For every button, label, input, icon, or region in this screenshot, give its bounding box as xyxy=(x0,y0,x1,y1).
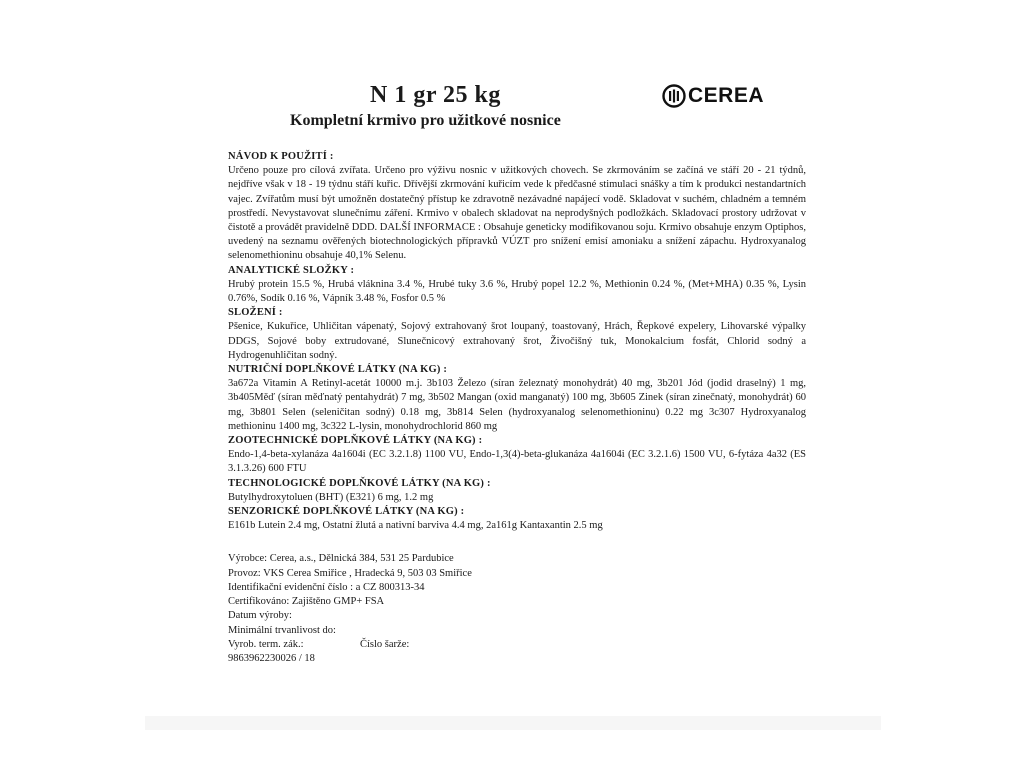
composition-section xyxy=(228,306,806,363)
section-text: Hrubý protein 15.5 %, Hrubá vláknina 3.4 %, Hrubé tuky 3.6 %, Hrubý popel 12.2 %, Methionin 0.24 %, (Met+MHA) 0.35 %, Lysin 0.76%, Sodík 0.16 %, Vápník 3.48 %, Fosfor 0.5 % xyxy=(228,278,806,305)
label-footer xyxy=(228,552,806,666)
batch-number-label: Číslo šarže: xyxy=(360,638,410,650)
manufacturer-line: Výrobce: Cerea, a.s., Dělnická 384, 531 25 Pardubice xyxy=(228,553,454,565)
nutritional-additives-section xyxy=(228,363,806,434)
section-heading: NÁVOD K POUŽITÍ : xyxy=(228,151,334,162)
usage-section xyxy=(228,150,806,264)
section-heading: SENZORICKÉ DOPLŇKOVÉ LÁTKY (NA KG) : xyxy=(228,506,465,518)
analytical-section xyxy=(228,264,806,307)
section-heading: NUTRIČNÍ DOPLŇKOVÉ LÁTKY (NA KG) : xyxy=(228,364,448,376)
batch-row xyxy=(228,638,806,652)
wheat-emblem-icon xyxy=(662,84,686,108)
product-title: N 1 gr 25 kg xyxy=(370,82,501,108)
section-text: Pšenice, Kukuřice, Uhličitan vápenatý, Sojový extrahovaný šrot loupaný, toastovaný, Hrách, Řepkové expelery, Lihovarské výpalky DDGS, Sojové boby extrudované, Slunečnicový extrahovaný šrot, Živočišný tuk, Monokalcium fosfát, Chlorid sodný a Hydrogenuhličitan sodný. xyxy=(228,321,806,361)
production-term-label: Vyrob. term. zák.: xyxy=(228,638,304,650)
section-heading: SLOŽENÍ : xyxy=(228,307,283,319)
brand-wordmark: CEREA xyxy=(688,84,765,107)
spacer xyxy=(228,533,806,552)
product-code: 9863962230026 / 18 xyxy=(228,652,315,664)
section-text: Určeno pouze pro cílová zvířata. Určeno pro výživu nosnic v užitkových chovech. Se zkrmováním se začíná ve stáří 20 - 21 týdnů, nejdříve však v 18 - 19 týdnu stáří kuřic. Dřívější zkrmování kuřicím vede k předčasné stimulaci snášky a tím k produkci nestandartních vajec. Zvířatům musí být umožněn dostatečný přístup ke zdravotně nezávadné napájecí vodě. Skladovat v suchém, chladném a temném prostředí. Nevystavovat slunečnímu záření. Krmivo v obalech skladovat na neprodyšných podložkách. Skladovací prostory udržovat v čistotě a provádět pravidelně DDD. DALŠÍ INFORMACE : Obsahuje geneticky modifikovanou soju. Krmivo obsahuje enzym Optiphos, uvedený na seznamu ověřených biotechnologických přípravků VÚZT pro snížení emisí amoniaku a snížení zápachu. Hydroxyanalog selenomethioninu obsahuje 40,1% Selenu. xyxy=(228,165,806,262)
label-content xyxy=(228,150,806,666)
section-text: Butylhydroxytoluen (BHT) (E321) 6 mg, 1.2 mg xyxy=(228,491,434,503)
section-text: E161b Lutein 2.4 mg, Ostatní žlutá a nativní barviva 4.4 mg, 2a161g Kantaxantin 2.5 mg xyxy=(228,520,603,532)
brand-logo xyxy=(662,84,764,108)
section-heading: ANALYTICKÉ SLOŽKY : xyxy=(228,264,355,276)
product-subtitle: Kompletní krmivo pro užitkové nosnice xyxy=(290,112,561,129)
sensory-additives-section xyxy=(228,505,806,533)
bottom-shadow-strip xyxy=(145,716,881,730)
registration-line: Identifikační evidenční číslo : a CZ 800313-34 xyxy=(228,581,425,593)
best-before-line: Minimální trvanlivost do: xyxy=(228,624,336,636)
section-text: Endo-1,4-beta-xylanáza 4a1604i (EC 3.2.1.8) 1100 VU, Endo-1,3(4)-beta-glukanáza 4a1604i (EC 3.2.1.6) 1500 VU, 6-fytáza 4a32 (ES 3.1.3.26) 600 FTU xyxy=(228,449,806,475)
production-date-line: Datum výroby: xyxy=(228,610,292,622)
certification-line: Certifikováno: Zajištěno GMP+ FSA xyxy=(228,596,385,608)
section-heading: TECHNOLOGICKÉ DOPLŇKOVÉ LÁTKY (NA KG) : xyxy=(228,477,491,489)
section-heading: ZOOTECHNICKÉ DOPLŇKOVÉ LÁTKY (NA KG) : xyxy=(228,435,483,447)
plant-line: Provoz: VKS Cerea Smiřice , Hradecká 9, 503 03 Smiřice xyxy=(228,567,472,579)
technological-additives-section xyxy=(228,477,806,505)
section-text: 3a672a Vitamin A Retinyl-acetát 10000 m.j. 3b103 Železo (síran železnatý monohydrát) 40 mg, 3b201 Jód (jodid draselný) 1 mg, 3b405Měď (síran měďnatý pentahydrát) 7 mg, 3b502 Mangan (oxid manganatý) 100 mg, 3b605 Zinek (síran zinečnatý, monohydrát) 60 mg, 3b801 Selen (seleničitan sodný) 0.18 mg, 3b814 Selen (hydroxyanalog selenomethioninu) 0.22 mg 3c307 Hydroxyanalog methioninu 1400 mg, 3c322 L-lysin, monohydrochlorid 860 mg xyxy=(228,378,806,432)
zootechnical-additives-section xyxy=(228,434,806,477)
